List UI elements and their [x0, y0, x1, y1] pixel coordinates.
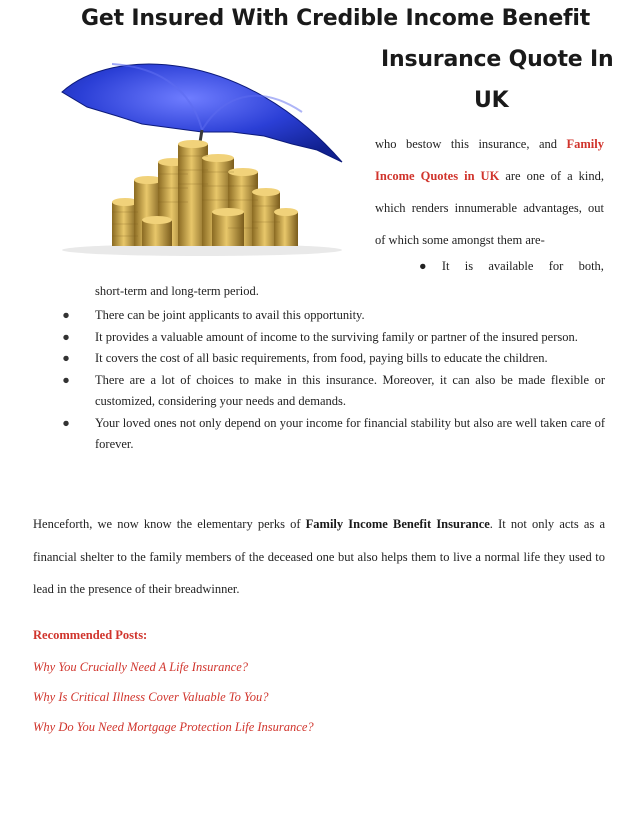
- first-word: available: [488, 259, 534, 273]
- intro-paragraph: [375, 128, 604, 256]
- recommended-post-link[interactable]: Why Is Critical Illness Cover Valuable To You?: [33, 690, 269, 704]
- page-title-line-1: Get Insured With Credible Income Benefit: [81, 6, 591, 31]
- list-item: [60, 305, 605, 327]
- conclusion-bold-term: Family Income Benefit Insurance: [305, 517, 490, 531]
- first-word: both,: [578, 259, 604, 273]
- conclusion-text-1: Henceforth, we now know the elementary perks of: [33, 517, 306, 531]
- recommended-post-link[interactable]: Why You Crucially Need A Life Insurance?: [33, 660, 249, 674]
- first-word: It: [441, 259, 450, 273]
- list-item-text: It provides a valuable amount of income to the surviving family or partner of the insured person.: [95, 329, 578, 344]
- bullet-icon: ●: [62, 372, 70, 387]
- list-item-text: There are a lot of choices to make in this insurance. Moreover, it can also be made flexible or customized, considering your needs and demands.: [95, 372, 605, 408]
- page-title-line-3: UK: [474, 88, 509, 113]
- bullet-icon: ●: [419, 259, 427, 273]
- list-item: [60, 327, 605, 349]
- list-item-text: It covers the cost of all basic requirements, from food, paying bills to educate the children.: [95, 351, 548, 365]
- intro-text-2: are one of a kind, which renders innumerable advantages, out of which some amongst them are-: [375, 169, 604, 247]
- list-item-text: There can be joint applicants to avail this opportunity.: [95, 308, 365, 322]
- benefit-item-first-line: [419, 259, 604, 274]
- first-word: is: [464, 259, 474, 273]
- benefit-item-first-continuation: short-term and long-term period.: [95, 284, 259, 298]
- list-item: [60, 348, 605, 370]
- page-title-line-2: Insurance Quote In: [381, 47, 614, 72]
- bullet-icon: ●: [62, 329, 70, 344]
- bullet-icon: ●: [62, 351, 70, 365]
- recommended-post-link[interactable]: Why Do You Need Mortgage Protection Life Insurance?: [33, 720, 314, 734]
- bullet-icon: ●: [62, 308, 70, 322]
- bullet-icon: ●: [62, 415, 70, 430]
- list-item-text: Your loved ones not only depend on your income for financial stability but also are well taken care of forever.: [95, 415, 605, 451]
- recommended-posts-heading: Recommended Posts:: [33, 628, 148, 642]
- umbrella-coins-illustration: [42, 52, 354, 260]
- conclusion-paragraph: [33, 508, 605, 606]
- list-item: [60, 413, 605, 456]
- first-word: for: [548, 259, 564, 273]
- intro-text-1: who bestow this insurance, and: [375, 137, 567, 151]
- benefits-list: [60, 305, 605, 456]
- family-income-quotes-link[interactable]: Family Income Quotes in UK: [375, 137, 604, 183]
- conclusion-text-2: . It not only acts as a financial shelter to the family members of the deceased one but also helps them to live a normal life they used to lead in the presence of their breadwinner.: [33, 517, 605, 596]
- list-item: [60, 370, 605, 413]
